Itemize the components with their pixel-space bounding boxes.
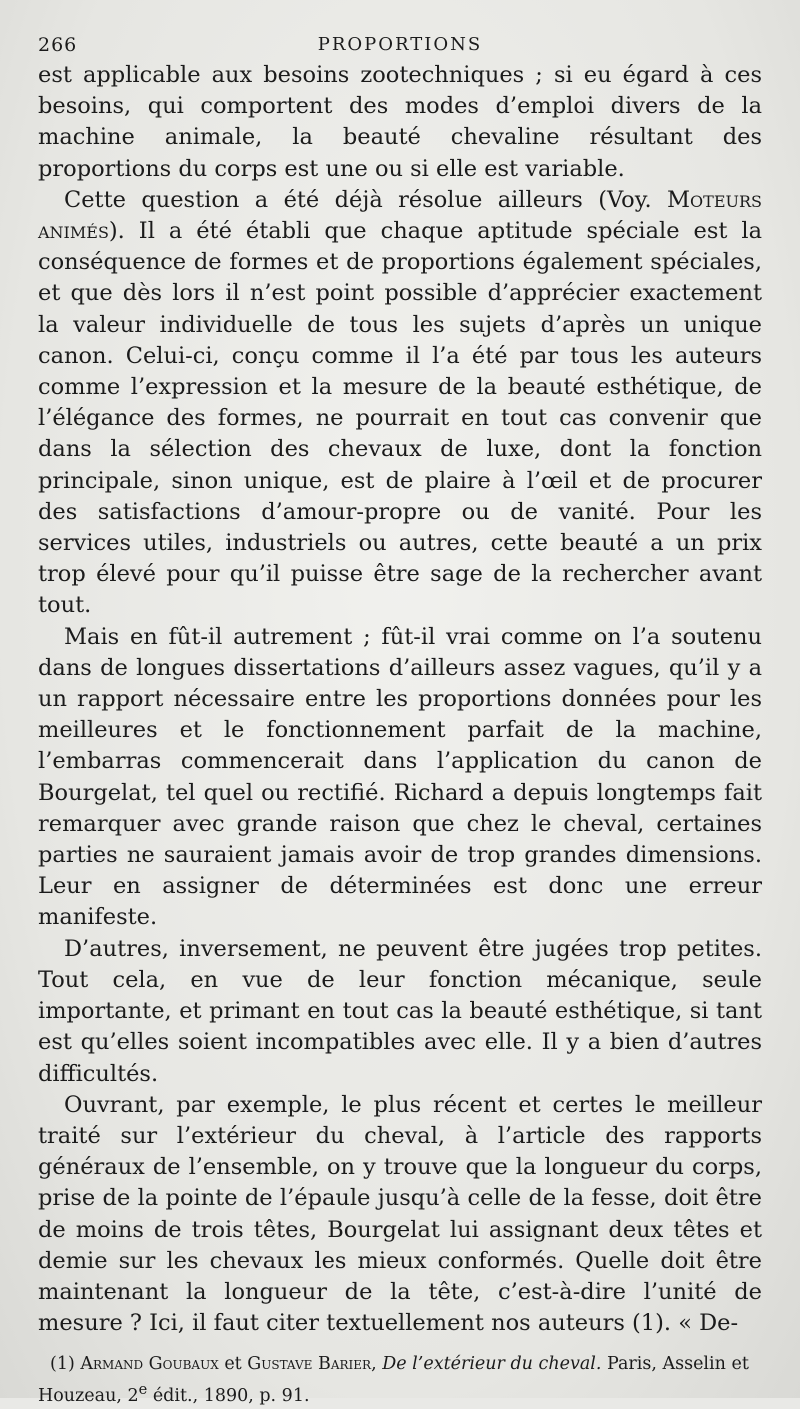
paragraph-text: ). Il a été établi que chaque aptitude spéciale est la conséquence de formes et de proportions également spéciales, et que dès lors il n’est point possible d’apprécier exactement la valeur individuelle de tous les sujets d’après un unique canon. Celui-ci, conçu comme il l’a été par tous les auteurs comme l’expression et la mesure de la beauté esthétique, de l’élégance des formes, ne pourrait en tout cas convenir que dans la sélection des chevaux de luxe, dont la fonction principale, sinon unique, est de plaire à l’œil et de procurer des satisfactions d’amour-propre ou de vanité. Pour les services utiles, industriels ou autres, cette beauté a un prix trop élevé pour qu’il puisse être sage de la rechercher avant tout. (38, 218, 762, 619)
footnote-comma: , (371, 1354, 383, 1375)
footnote (38, 1351, 762, 1409)
page-number: 266 (38, 34, 78, 56)
paragraph (38, 60, 762, 185)
paragraph (38, 1090, 762, 1340)
body-text (38, 60, 762, 1339)
footnote-rest: édit., 1890, p. 91. (147, 1386, 310, 1407)
footnote-text (38, 1351, 762, 1409)
paragraph-text: est applicable aux besoins zootechniques ; si eu égard à ces besoins, qui comportent des modes d’emploi divers de la machine animale, la beauté chevaline résultant des proportions du corps est une ou si elle est variable. (38, 62, 762, 182)
running-title: PROPORTIONS (317, 34, 483, 55)
footnote-author-1: Armand Goubaux (80, 1354, 219, 1375)
footnote-author-2: Gustave Barier (247, 1354, 372, 1375)
small-caps-reference: Moteurs animés (38, 186, 762, 245)
paragraph-text: Cette question a été déjà résolue ailleurs (Voy. (64, 186, 667, 213)
footnote-edition-sup: e (138, 1381, 148, 1399)
footnote-marker: (1) (50, 1354, 81, 1375)
paragraph (38, 185, 762, 622)
running-head (38, 26, 762, 60)
footnote-publisher: Paris, Asselin et Houzeau, 2 (38, 1354, 749, 1407)
paragraph (38, 622, 762, 934)
paragraph-text: D’autres, inversement, ne peuvent être jugées trop petites. Tout cela, en vue de leur fonction mécanique, seule importante, et primant en tout cas la beauté esthétique, si tant est qu’elles soient incompatibles avec elle. Il y a bien d’autres difficultés. (38, 935, 762, 1087)
paragraph-text: Mais en fût-il autrement ; fût-il vrai comme on l’a soutenu dans de longues dissertations d’ailleurs assez vagues, qu’il y a un rapport nécessaire entre les proportions données pour les meilleures et le fonctionnement parfait de la machine, l’embarras commencerait dans l’application du canon de Bourgelat, tel quel ou rectifié. Richard a depuis longtemps fait remarquer avec grande raison que chez le cheval, certaines parties ne sauraient jamais avoir de trop grandes dimensions. Leur en assigner de déterminées est donc une erreur manifeste. (38, 623, 762, 931)
paragraph-text: Ouvrant, par exemple, le plus récent et certes le meilleur traité sur l’extérieur du cheval, à l’article des rapports généraux de l’ensemble, on y trouve que la longueur du corps, prise de la pointe de l’épaule jusqu’à celle de la fesse, doit être de moins de trois têtes, Bourgelat lui assignant deux têtes et demie sur les chevaux les mieux conformés. Quelle doit être maintenant la longueur de la tête, c’est-à-dire l’unité de mesure ? Ici, il faut citer textuellement nos auteurs (1). « De- (38, 1091, 762, 1337)
footnote-conjunction: et (218, 1354, 248, 1375)
footnote-title: De l’extérieur du cheval. (382, 1354, 602, 1375)
paragraph (38, 934, 762, 1090)
